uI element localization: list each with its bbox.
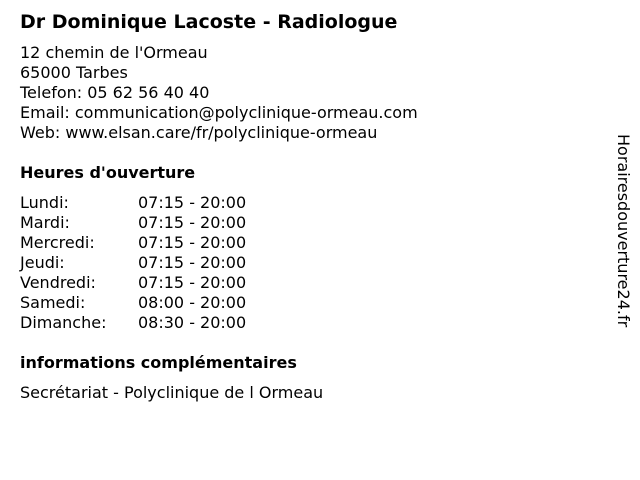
time-range: 07:15 - 20:00 bbox=[138, 193, 247, 212]
time-range: 08:30 - 20:00 bbox=[138, 313, 247, 332]
hours-row-saturday bbox=[20, 293, 600, 313]
phone-number: Telefon: 05 62 56 40 40 bbox=[20, 83, 210, 102]
page-title: Dr Dominique Lacoste - Radiologue bbox=[20, 11, 398, 33]
day-label: Samedi: bbox=[20, 293, 86, 312]
day-label: Dimanche: bbox=[20, 313, 107, 332]
time-range: 07:15 - 20:00 bbox=[138, 273, 247, 292]
website-address: Web: www.elsan.care/fr/polyclinique-ormeau bbox=[20, 123, 378, 142]
opening-hours-heading: Heures d'ouverture bbox=[20, 163, 196, 182]
brand-watermark: Horairesdouverture24.fr bbox=[614, 134, 633, 328]
hours-row-wednesday bbox=[20, 233, 600, 253]
additional-info-heading: informations complémentaires bbox=[20, 353, 297, 372]
hours-row-tuesday bbox=[20, 213, 600, 233]
hours-row-sunday bbox=[20, 313, 600, 333]
time-range: 07:15 - 20:00 bbox=[138, 213, 247, 232]
time-range: 07:15 - 20:00 bbox=[138, 233, 247, 252]
business-info-card bbox=[20, 9, 600, 403]
time-range: 07:15 - 20:00 bbox=[138, 253, 247, 272]
day-label: Lundi: bbox=[20, 193, 69, 212]
opening-hours-table bbox=[20, 193, 600, 333]
hours-row-friday bbox=[20, 273, 600, 293]
day-label: Mardi: bbox=[20, 213, 70, 232]
contact-block bbox=[20, 43, 600, 143]
time-range: 08:00 - 20:00 bbox=[138, 293, 247, 312]
street-address: 12 chemin de l'Ormeau bbox=[20, 43, 208, 62]
day-label: Mercredi: bbox=[20, 233, 95, 252]
hours-row-monday bbox=[20, 193, 600, 213]
city-address: 65000 Tarbes bbox=[20, 63, 128, 82]
day-label: Vendredi: bbox=[20, 273, 96, 292]
email-address: Email: communication@polyclinique-ormeau.com bbox=[20, 103, 418, 122]
additional-info-text: Secrétariat - Polyclinique de l Ormeau bbox=[20, 383, 324, 402]
hours-row-thursday bbox=[20, 253, 600, 273]
day-label: Jeudi: bbox=[20, 253, 65, 272]
